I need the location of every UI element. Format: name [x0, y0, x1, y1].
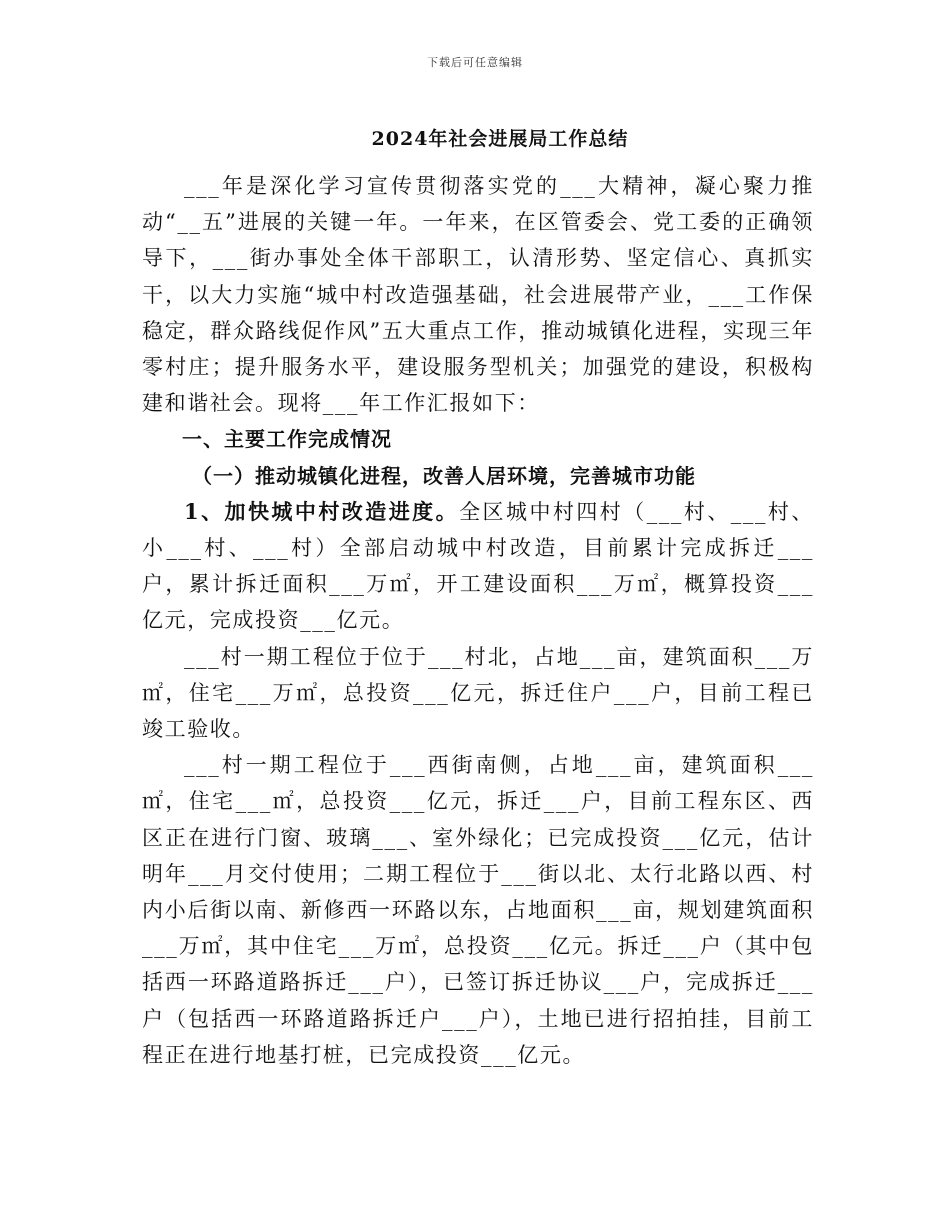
paragraph-body-text: 全区城中村四村（___村、___村、小___村、___村）全部启动城中村改造，目前累计完成拆迁___户，累计拆迁面积___万㎡，开工建设面积___万㎡，概算投资___亿元，完成投资___亿元。: [142, 499, 814, 633]
intro-paragraph: ___年是深化学习宣传贯彻落实党的___大精神，凝心聚力推动“__五”进展的关键一年。一年来，在区管委会、党工委的正确领导下，___街办事处全体干部职工，认清形势、坚定信心、真抓实干，以大力实施“城中村改造强基础，社会进展带产业，___工作保稳定，群众路线促作风”五大重点工作，推动城镇化进程，实现三年零村庄；提升服务水平，建设服务型机关；加强党的建设，积极构建和谐社会。现将___年工作汇报如下：: [142, 174, 814, 416]
section-heading-main-work: 一、主要工作完成情况: [182, 427, 392, 452]
document-title: 2024年社会进展局工作总结: [371, 128, 629, 150]
document-body: [142, 168, 814, 1073]
subsection-heading-urbanization: （一）推动城镇化进程，改善人居环境，完善城市功能: [192, 463, 696, 488]
paragraph-village-phase-one-b: ___村一期工程位于___西街南侧，占地___亩，建筑面积___㎡，住宅___㎡，总投资___亿元，拆迁___户，目前工程东区、西区正在进行门窗、玻璃___、室外绿化；已完成投资___亿元，估计明年___月交付使用；二期工程位于___街以北、太行北路以西、村内小后街以南、新修西一环路以东，占地面积___亩，规划建筑面积___万㎡，其中住宅___万㎡，总投资___亿元。拆迁___户（其中包括西一环路道路拆迁___户），已签订拆迁协议___户，完成拆迁___户（包括西一环路道路拆迁户___户），土地已进行招拍挂，目前工程正在进行地基打桩，已完成投资___亿元。: [142, 753, 814, 1067]
paragraph-village-phase-one-a: ___村一期工程位于位于___村北，占地___亩，建筑面积___万㎡，住宅___万㎡，总投资___亿元，拆迁住户___户，目前工程已竣工验收。: [142, 644, 814, 742]
header-note: 下载后可任意编辑: [427, 56, 523, 69]
paragraph-lead-heading: 1、加快城中村改造进度。: [184, 498, 460, 524]
paragraph-village-renovation: [142, 494, 814, 639]
